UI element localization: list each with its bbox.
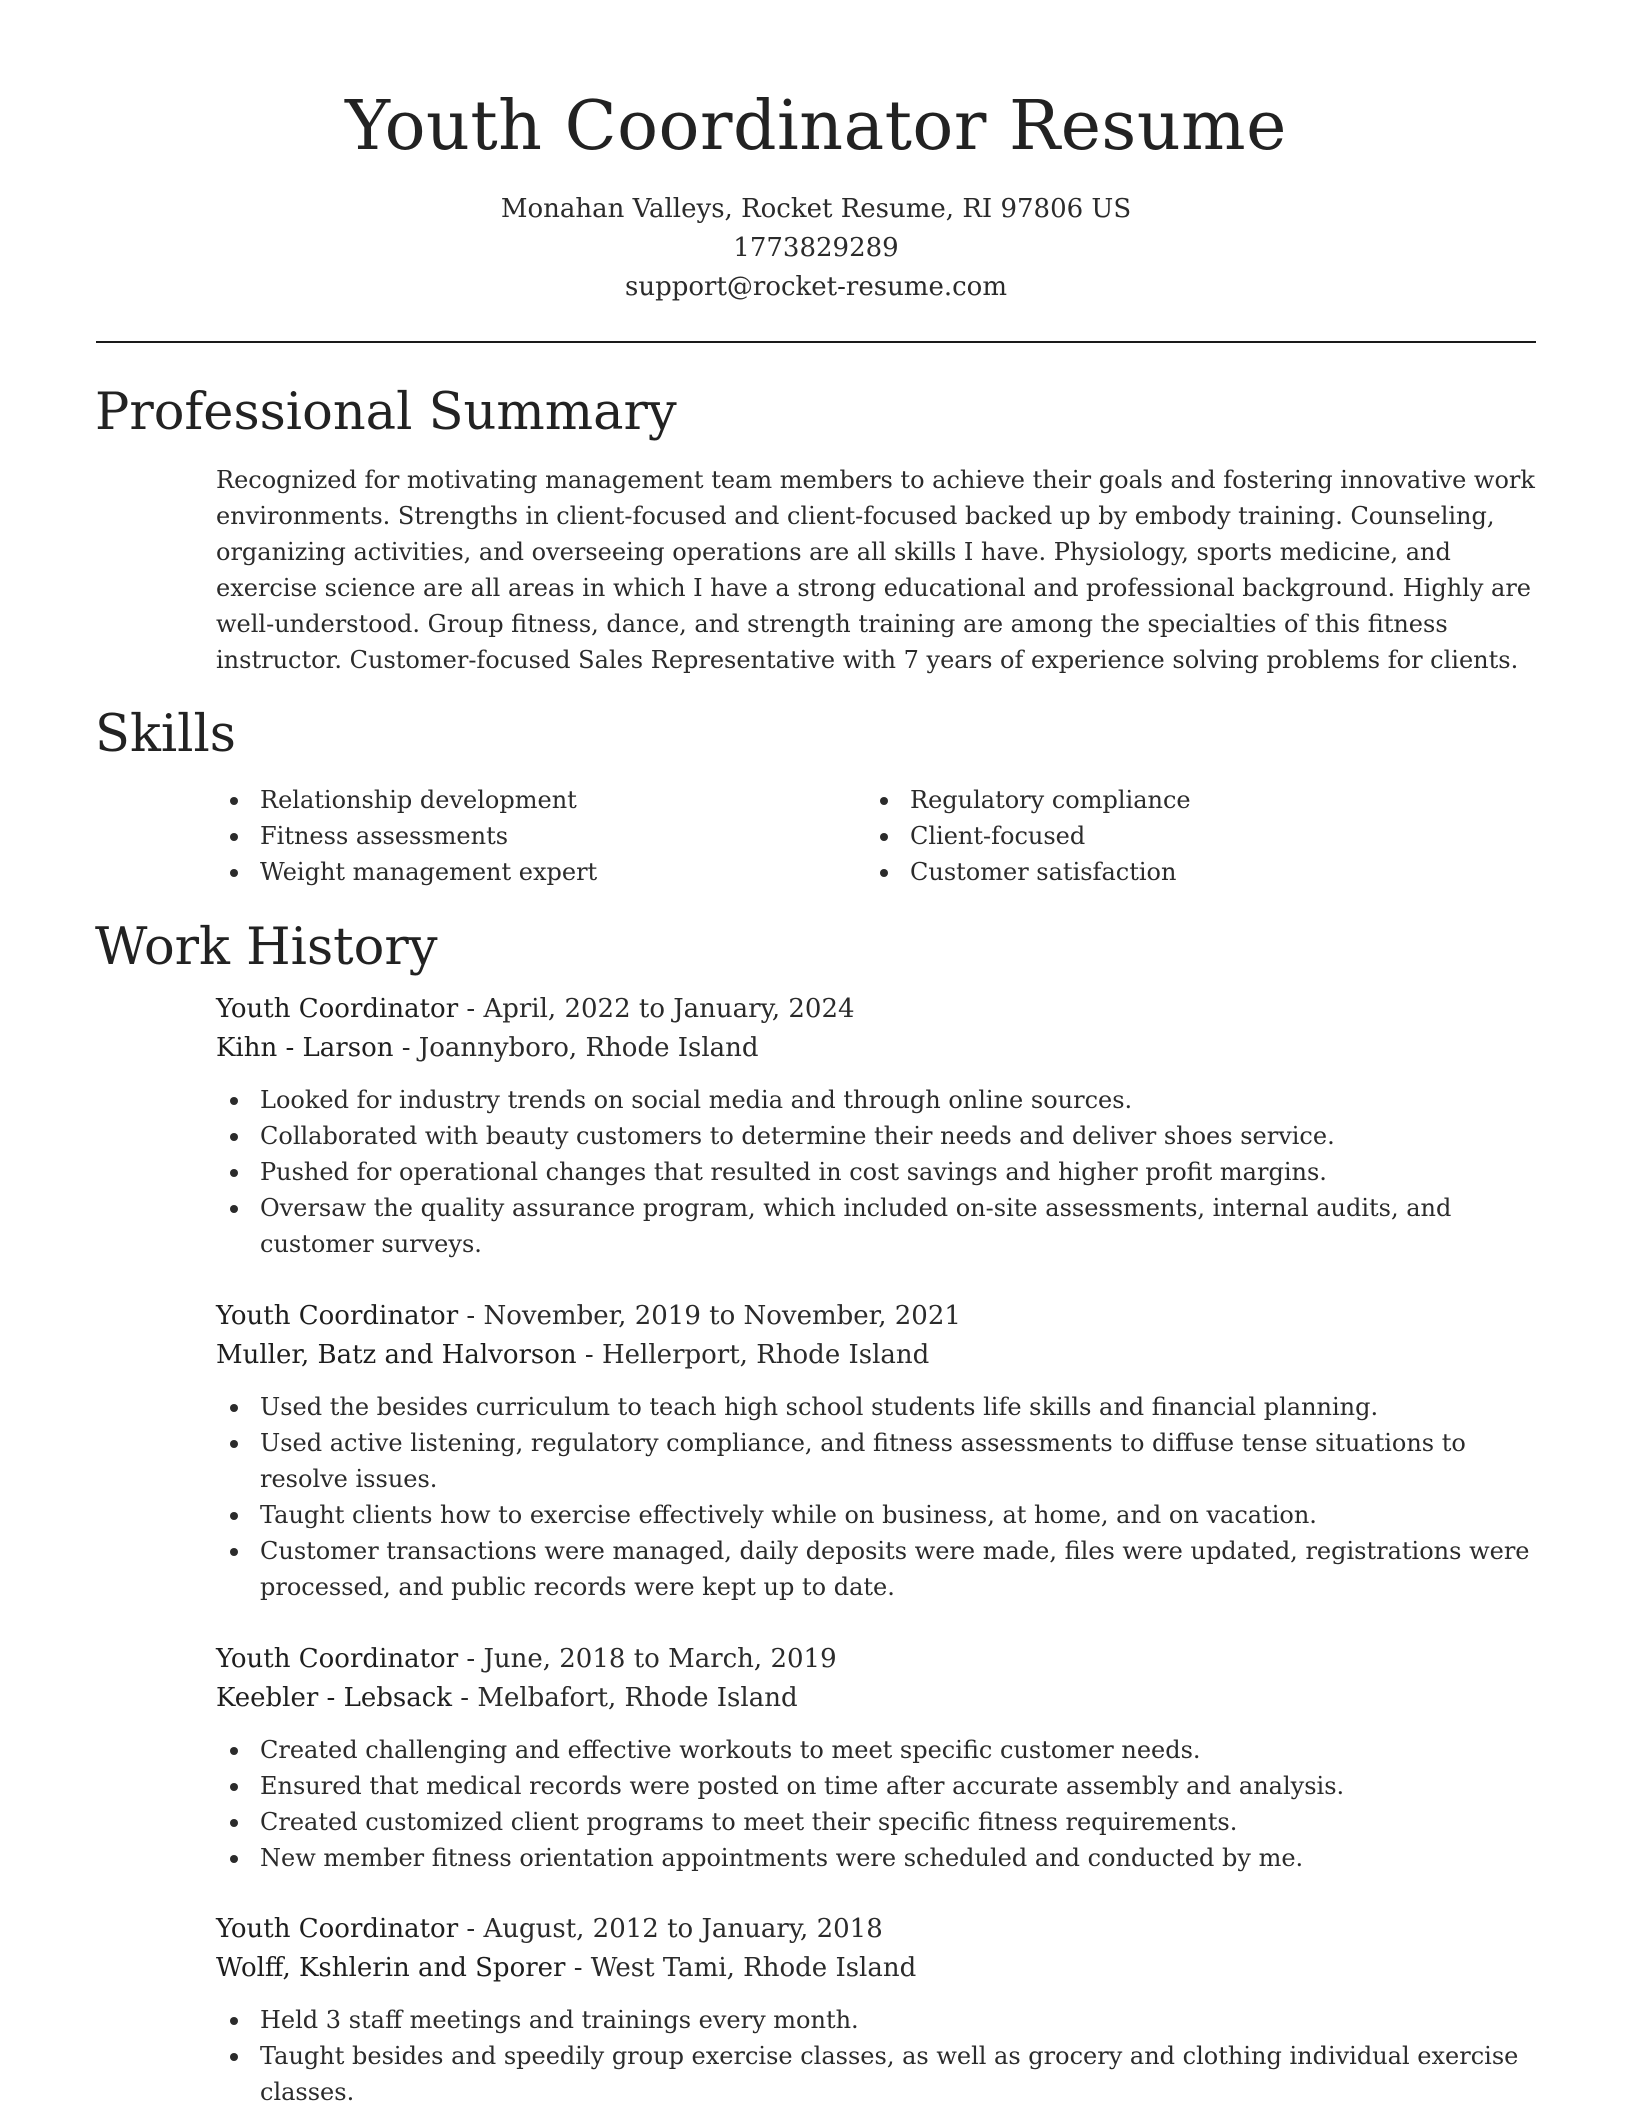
job-dates: - August, 2012 to January, 2018 — [458, 1914, 883, 1944]
job-bullets — [216, 1732, 1536, 1876]
skill-item: Customer satisfaction — [866, 854, 1516, 890]
job-title-line — [216, 1297, 1536, 1336]
work-history-heading: Work History — [95, 918, 438, 977]
job-title: Youth Coordinator — [216, 1301, 459, 1331]
job-bullet: Collaborated with beauty customers to determine their needs and deliver shoes service. — [216, 1118, 1536, 1154]
email: support@rocket-resume.com — [624, 272, 1007, 302]
job-dates: - November, 2019 to November, 2021 — [458, 1301, 961, 1331]
job-bullet: Used active listening, regulatory compliance, and fitness assessments to diffuse tense situations to resolve issues. — [216, 1425, 1536, 1497]
job-entry — [216, 1297, 1536, 1605]
job-title: Youth Coordinator — [216, 1914, 459, 1944]
job-bullet: Created challenging and effective workouts to meet specific customer needs. — [216, 1732, 1536, 1768]
job-location: - Melbafort, Rhode Island — [452, 1683, 798, 1713]
job-company: Kihn - Larson — [216, 1033, 394, 1063]
job-bullet: Used the besides curriculum to teach high school students life skills and financial planning. — [216, 1389, 1536, 1425]
job-location: - Joannyboro, Rhode Island — [393, 1033, 759, 1063]
job-bullet: Ensured that medical records were posted on time after accurate assembly and analysis. — [216, 1768, 1536, 1804]
job-bullet: Taught clients how to exercise effectively while on business, at home, and on vacation. — [216, 1497, 1536, 1533]
job-company: Keebler - Lebsack — [216, 1683, 453, 1713]
job-bullets — [216, 2002, 1536, 2110]
header-divider — [96, 341, 1536, 343]
skill-item: Relationship development — [216, 782, 866, 818]
job-title-line — [216, 990, 1536, 1029]
job-bullet: Oversaw the quality assurance program, which included on-site assessments, internal audits, and customer surveys. — [216, 1190, 1536, 1262]
job-company-line — [216, 1029, 1536, 1068]
job-entry — [216, 1910, 1536, 2110]
contact-block — [0, 190, 1632, 307]
job-title: Youth Coordinator — [216, 994, 459, 1024]
job-dates: - April, 2022 to January, 2024 — [458, 994, 855, 1024]
job-title-line — [216, 1640, 1536, 1679]
skill-item: Client-focused — [866, 818, 1516, 854]
job-bullet: Customer transactions were managed, daily deposits were made, files were updated, registrations were processed, and public records were kept up to date. — [216, 1533, 1536, 1605]
job-company-line — [216, 1949, 1536, 1988]
address: Monahan Valleys, Rocket Resume, RI 97806 US — [500, 194, 1132, 224]
job-entry — [216, 990, 1536, 1262]
job-company-line — [216, 1336, 1536, 1375]
skill-item: Regulatory compliance — [866, 782, 1516, 818]
job-bullet: Created customized client programs to meet their specific fitness requirements. — [216, 1804, 1536, 1840]
job-location: - Hellerport, Rhode Island — [576, 1340, 930, 1370]
job-dates: - June, 2018 to March, 2019 — [458, 1644, 837, 1674]
skills-list — [216, 782, 1536, 890]
job-bullets — [216, 1082, 1536, 1262]
job-company-line — [216, 1679, 1536, 1718]
job-bullets — [216, 1389, 1536, 1605]
job-location: - West Tami, Rhode Island — [565, 1953, 917, 1983]
job-company: Muller, Batz and Halvorson — [216, 1340, 577, 1370]
job-title: Youth Coordinator — [216, 1644, 459, 1674]
job-title-line — [216, 1910, 1536, 1949]
job-bullet: Looked for industry trends on social media and through online sources. — [216, 1082, 1536, 1118]
skills-column-right — [866, 782, 1516, 890]
job-bullet: Pushed for operational changes that resulted in cost savings and higher profit margins. — [216, 1154, 1536, 1190]
job-company: Wolff, Kshlerin and Sporer — [216, 1953, 566, 1983]
job-bullet: Taught besides and speedily group exercise classes, as well as grocery and clothing individual exercise classes. — [216, 2038, 1536, 2110]
summary-heading: Professional Summary — [95, 383, 677, 442]
skill-item: Fitness assessments — [216, 818, 866, 854]
summary-text: Recognized for motivating management team members to achieve their goals and fostering innovative work environments. Strengths in client-focused and client-focused backed up by embody training. Counseling, organizing activities, and overseeing operations are all skills I have. Physiology, sports medicine, and exercise science are all areas in which I have a strong educational and professional background. Highly are well-understood. Group fitness, dance, and strength training are among the specialties of this fitness instructor. Customer-focused Sales Representative with 7 years of experience solving problems for clients. — [216, 466, 1535, 674]
skills-column-left — [216, 782, 866, 890]
job-entry — [216, 1640, 1536, 1876]
skills-heading: Skills — [95, 705, 236, 764]
resume-title: Youth Coordinator Resume — [345, 87, 1287, 166]
job-bullet: Held 3 staff meetings and trainings every month. — [216, 2002, 1536, 2038]
job-bullet: New member fitness orientation appointments were scheduled and conducted by me. — [216, 1840, 1536, 1876]
phone: 1773829289 — [733, 233, 899, 263]
skill-item: Weight management expert — [216, 854, 866, 890]
